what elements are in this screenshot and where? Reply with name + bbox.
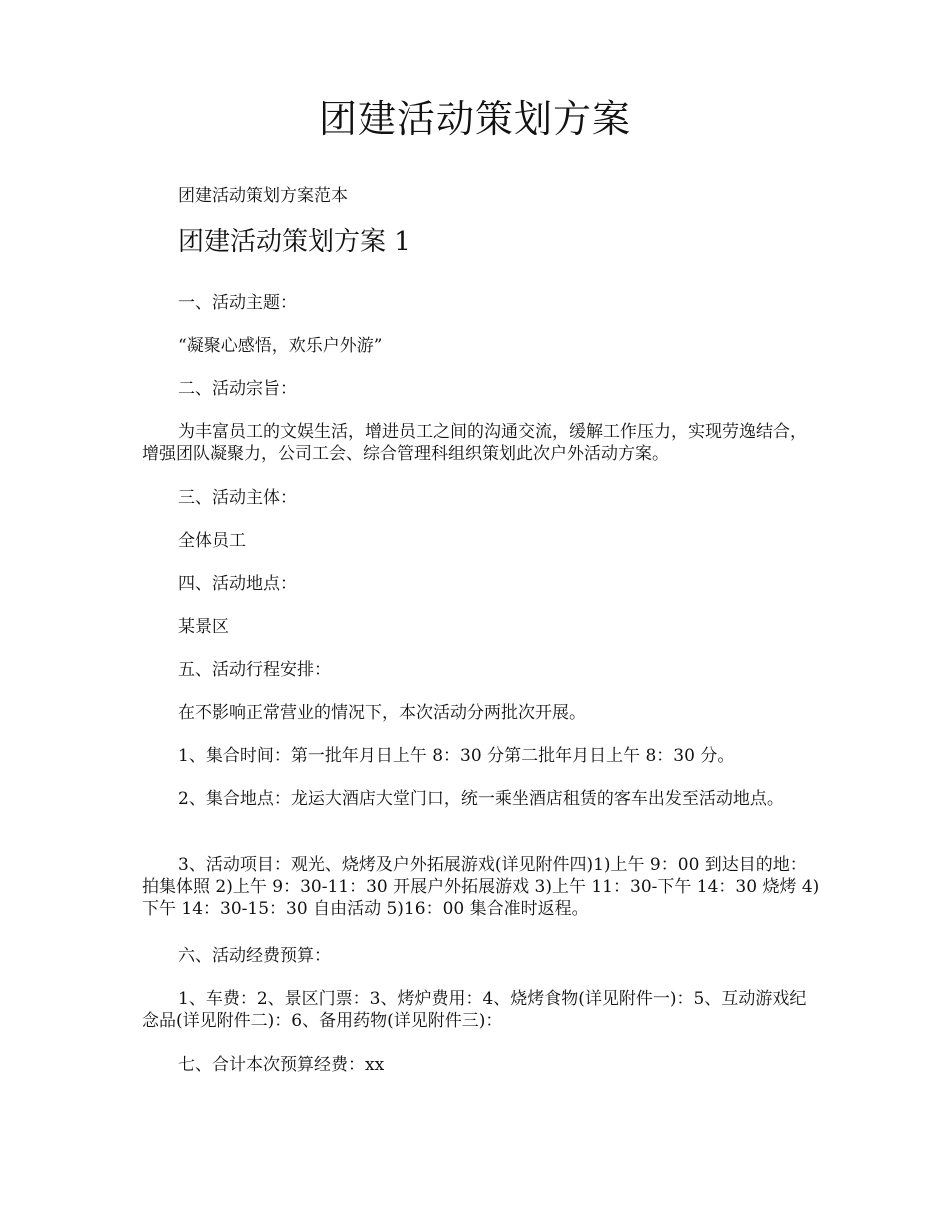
activity-theme-text: “凝聚心感悟，欢乐户外游” [178,336,383,356]
activity-theme-heading: 一、活动主题： [178,293,297,313]
activity-participants-text: 全体员工 [178,531,246,551]
section-heading: 团建活动策划方案 1 [178,227,411,257]
gathering-time: 1、集合时间：第一批年月日上午 8：30 分第二批年月日上午 8：30 分。 [178,746,735,766]
activity-schedule-heading: 五、活动行程安排： [178,660,331,680]
activity-location-text: 某景区 [178,617,229,637]
activity-purpose-text: 为丰富员工的文娱生活，增进员工之间的沟通交流，缓解工作压力，实现劳逸结合，增强团队凝聚力，公司工会、综合管理科组织策划此次户外活动方案。 [142,422,807,464]
activity-schedule-intro: 在不影响正常营业的情况下，本次活动分两批次开展。 [178,703,586,723]
document-title: 团建活动策划方案 [318,97,631,141]
activity-location-heading: 四、活动地点： [178,574,297,594]
budget-items: 1、车费：2、景区门票：3、烤炉费用：4、烧烤食物(详见附件一)：5、互动游戏纪念品(详见附件二)：6、备用药物(详见附件三)： [142,989,807,1031]
activity-purpose-heading: 二、活动宗旨： [178,379,297,399]
activity-participants-heading: 三、活动主体： [178,488,297,508]
gathering-place: 2、集合地点：龙运大酒店大堂门口，统一乘坐酒店租赁的客车出发至活动地点。 [178,789,784,809]
document-subtitle: 团建活动策划方案范本 [178,186,348,206]
budget-heading: 六、活动经费预算： [178,946,331,966]
budget-total: 七、合计本次预算经费：xx [178,1055,385,1075]
activity-items: 3、活动项目：观光、烧烤及户外拓展游戏(详见附件四)1)上午 9：00 到达目的地：拍集体照 2)上午 9：30-11：30 开展户外拓展游戏 3)上午 11：30-下午 14：30 烧烤 4)下午 14：30-15：30 自由活动 5)16：00 集合准时返程。 [142,855,820,919]
